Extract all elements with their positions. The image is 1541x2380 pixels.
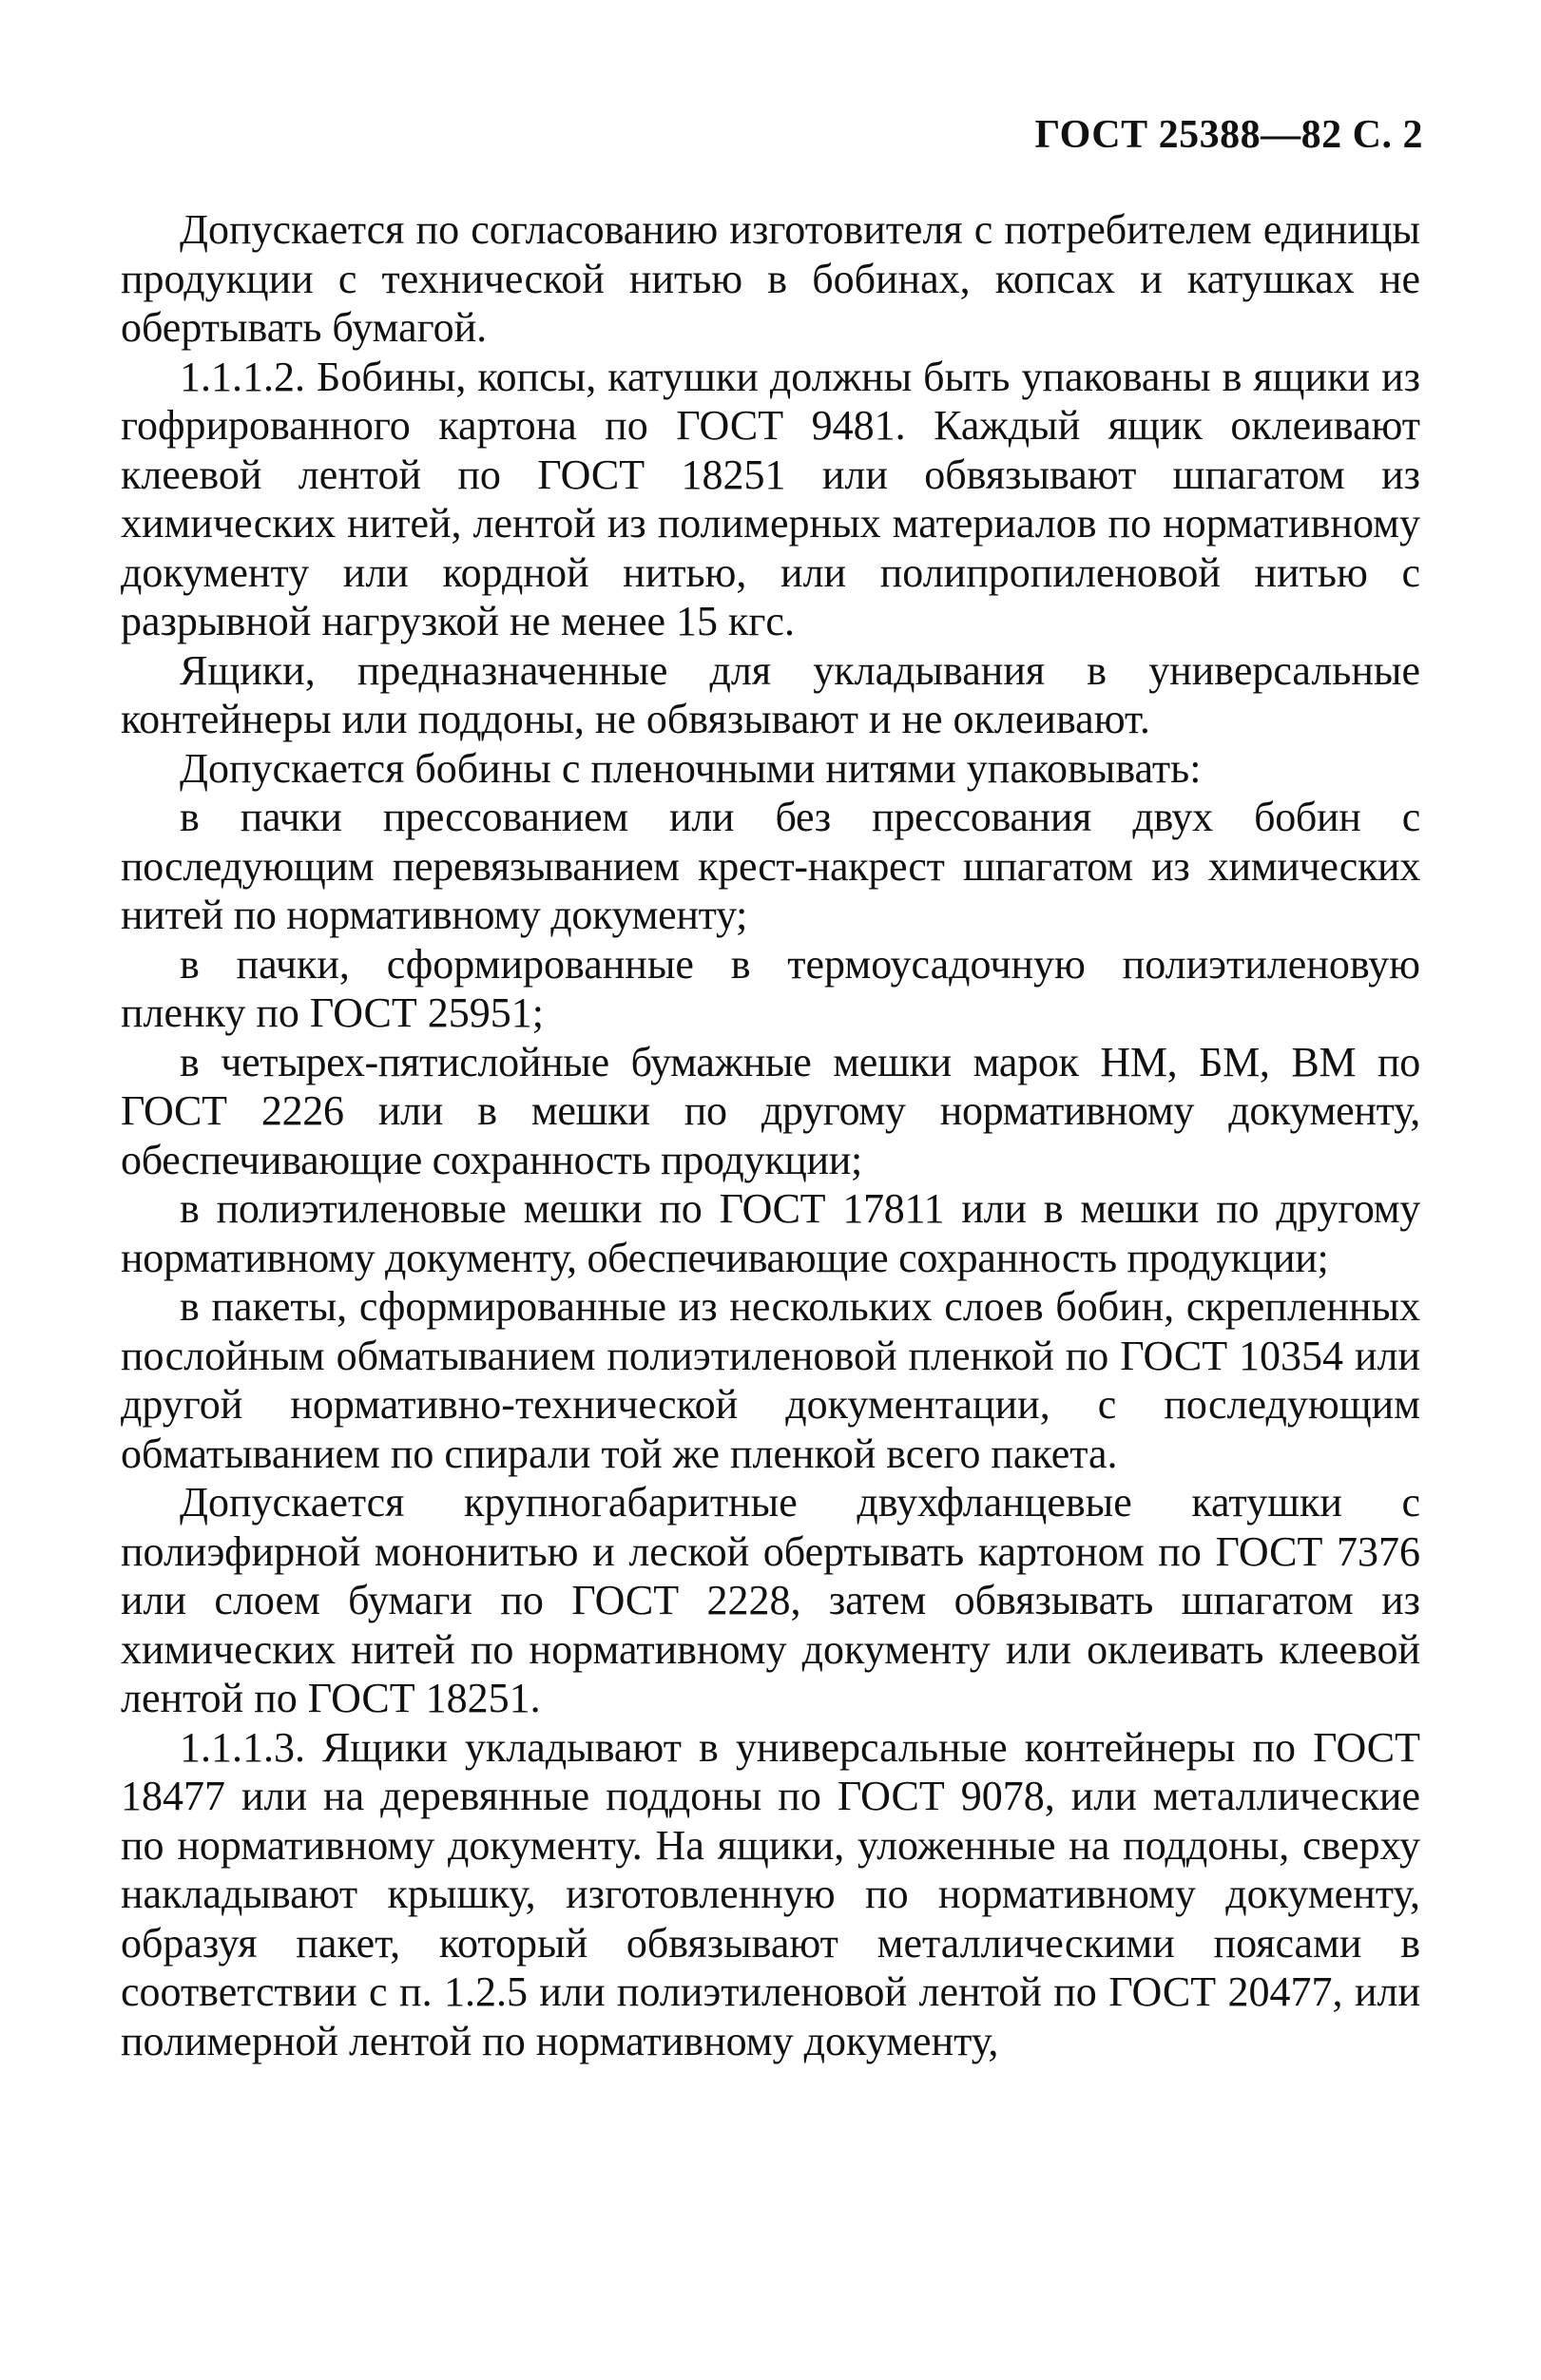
document-body	[121, 205, 1420, 2065]
paragraph: в пачки прессованием или без прессования двух бобин с последующим перевязыванием крест-накрест шпагатом из химических нитей по нормативному документу;	[121, 794, 1420, 938]
paragraph: в полиэтиленовые мешки по ГОСТ 17811 или в мешки по другому нормативному документу, обеспечивающие сохранность продукции;	[121, 1185, 1420, 1281]
paragraph: Допускается бобины с пленочными нитями упаковывать:	[180, 744, 1202, 792]
paragraph: 1.1.1.3. Ящики укладывают в универсальные контейнеры по ГОСТ 18477 или на деревянные поддоны по ГОСТ 9078, или металлические по нормативному документу. На ящики, уложенные на поддоны, сверху накладывают крышку, изготовленную по нормативному документу, образуя пакет, который обвязывают металлическими поясами в соответствии с п. 1.2.5 или полиэтиленовой лентой по ГОСТ 20477, или полимерной лентой по нормативному документу,	[121, 1723, 1420, 2064]
paragraph: в пакеты, сформированные из нескольких слоев бобин, скрепленных послойным обматыванием полиэтиленовой пленкой по ГОСТ 10354 или другой нормативно-технической документации, с последующим обматыванием по спирали той же пленкой всего пакета.	[121, 1283, 1420, 1477]
paragraph: в пачки, сформированные в термоусадочную полиэтиленовую пленку по ГОСТ 25951;	[121, 940, 1420, 1036]
paragraph: в четырех-пятислойные бумажные мешки марок НМ, БМ, ВМ по ГОСТ 2226 или в мешки по другому нормативному документу, обеспечивающие сохранность продукции;	[121, 1038, 1420, 1183]
paragraph: Допускается по согласованию изготовителя с потребителем единицы продукции с технической нитью в бобинах, копсах и катушках не обертывать бумагой.	[121, 206, 1420, 351]
paragraph: Допускается крупногабаритные двухфланцевые катушки с полиэфирной мононитью и леской обертывать картоном по ГОСТ 7376 или слоем бумаги по ГОСТ 2228, затем обвязывать шпагатом из химических нитей по нормативному документу или оклеивать клеевой лентой по ГОСТ 18251.	[121, 1479, 1420, 1721]
paragraph: 1.1.1.2. Бобины, копсы, катушки должны быть упакованы в ящики из гофрированного картона по ГОСТ 9481. Каждый ящик оклеивают клеевой лентой по ГОСТ 18251 или обвязывают шпагатом из химических нитей, лентой из полимерных материалов по нормативному документу или кордной нитью, или полипропиленовой нитью с разрывной нагрузкой не менее 15 кгс.	[121, 353, 1420, 644]
page-header: ГОСТ 25388—82 С. 2	[1034, 113, 1423, 157]
paragraph: Ящики, предназначенные для укладывания в универсальные контейнеры или поддоны, не обвязывают и не оклеивают.	[121, 646, 1420, 742]
